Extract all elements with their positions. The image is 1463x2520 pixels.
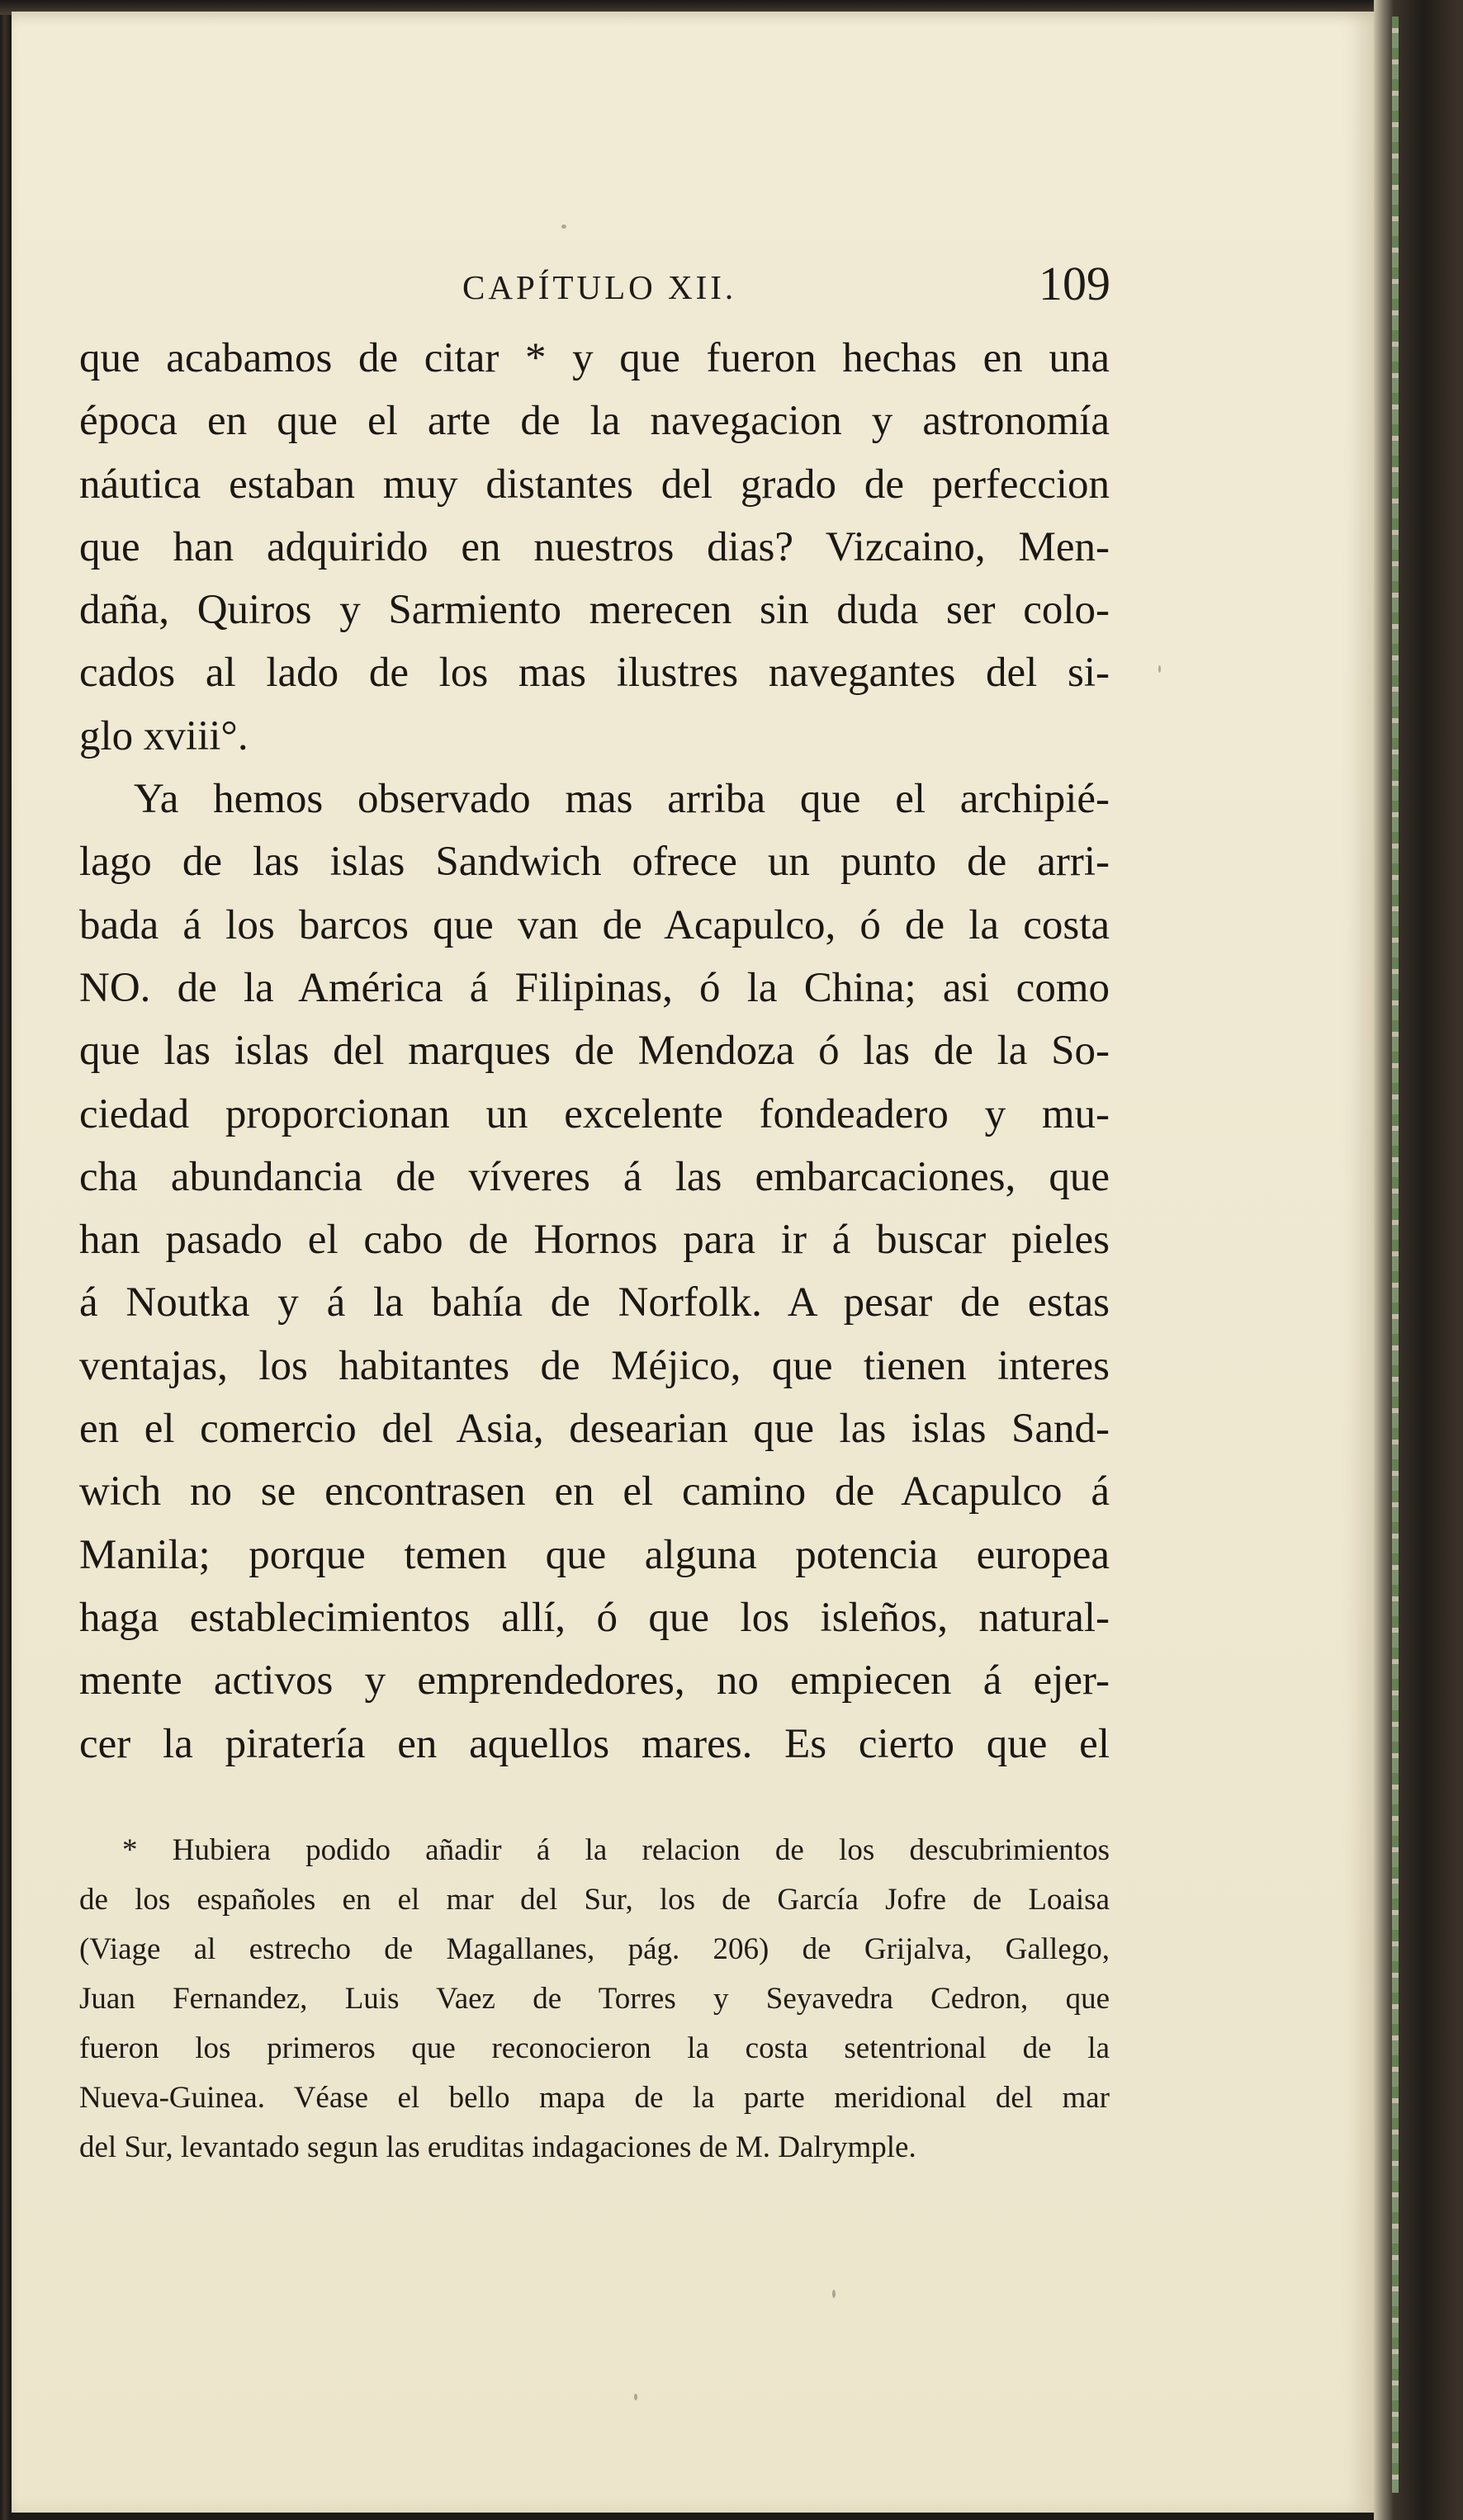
text-line: Manila; porque temen que alguna potencia europea xyxy=(79,1531,1110,1578)
footnote-line: (Viage al estrecho de Magallanes, pág. 206) de Grijalva, Gallego, xyxy=(79,1932,1110,1966)
paper-speck xyxy=(832,2290,836,2298)
chapter-heading: CAPÍTULO XII. xyxy=(462,268,737,306)
binding-strip xyxy=(1392,17,1399,2493)
text-line: Ya hemos observado mas arriba que el archipié- xyxy=(134,776,1110,823)
footnote-block xyxy=(79,1826,1110,2172)
footnote-line: Nueva-Guinea. Véase el bello mapa de la parte meridional del mar xyxy=(79,2081,1110,2115)
text-line: haga establecimientos allí, ó que los isleños, natural- xyxy=(79,1594,1110,1641)
text-line: bada á los barcos que van de Acapulco, ó de la costa xyxy=(79,901,1110,948)
text-line: cados al lado de los mas ilustres navegantes del si- xyxy=(79,650,1110,697)
text-line: NO. de la América á Filipinas, ó la China; asi como xyxy=(79,964,1110,1011)
text-line: cha abundancia de víveres á las embarcaciones, que xyxy=(79,1153,1110,1200)
page-number: 109 xyxy=(1039,257,1110,310)
text-line: ciedad proporcionan un excelente fondeadero y mu- xyxy=(79,1090,1110,1137)
book-spine xyxy=(1374,0,1463,2520)
paper-speck xyxy=(634,2394,637,2400)
text-line: han pasado el cabo de Hornos para ir á buscar pieles xyxy=(79,1217,1110,1264)
text-line: cer la piratería en aquellos mares. Es cierto que el xyxy=(79,1720,1110,1767)
footnote-line: del Sur, levantado segun las eruditas indagaciones de M. Dalrymple. xyxy=(79,2130,916,2164)
text-line: en el comercio del Asia, desearian que las islas Sand- xyxy=(79,1406,1110,1453)
text-line: que acabamos de citar * y que fueron hechas en una xyxy=(79,335,1110,381)
text-line: glo xviii°. xyxy=(79,712,249,759)
paper-speck xyxy=(1158,665,1161,673)
paper-speck xyxy=(561,225,566,229)
footnote-line: Juan Fernandez, Luis Vaez de Torres y Seyavedra Cedron, que xyxy=(79,1982,1110,2016)
footnote-line: * Hubiera podido añadir á la relacion de los descubrimientos xyxy=(122,1833,1110,1867)
text-line: que han adquirido en nuestros dias? Vizcaino, Men- xyxy=(79,523,1110,570)
text-line: ventajas, los habitantes de Méjico, que tienen interes xyxy=(79,1342,1110,1389)
text-line: lago de las islas Sandwich ofrece un punto de arri- xyxy=(79,839,1110,886)
text-line: mente activos y emprendedores, no empiecen á ejer- xyxy=(79,1657,1110,1704)
footnote-line: fueron los primeros que reconocieron la costa setentrional de la xyxy=(79,2031,1110,2065)
text-line: á Noutka y á la bahía de Norfolk. A pesar de estas xyxy=(79,1279,1110,1326)
text-line: daña, Quiros y Sarmiento merecen sin duda ser colo- xyxy=(79,587,1110,634)
text-line: náutica estaban muy distantes del grado de perfeccion xyxy=(79,461,1110,508)
body-text xyxy=(79,327,1110,1775)
text-line: wich no se encontrasen en el camino de Acapulco á xyxy=(79,1468,1110,1515)
text-line: época en que el arte de la navegacion y astronomía xyxy=(79,398,1110,445)
running-head xyxy=(0,248,1463,314)
text-line: que las islas del marques de Mendoza ó las de la So- xyxy=(79,1028,1110,1075)
footnote-line: de los españoles en el mar del Sur, los de García Jofre de Loaisa xyxy=(79,1883,1110,1917)
